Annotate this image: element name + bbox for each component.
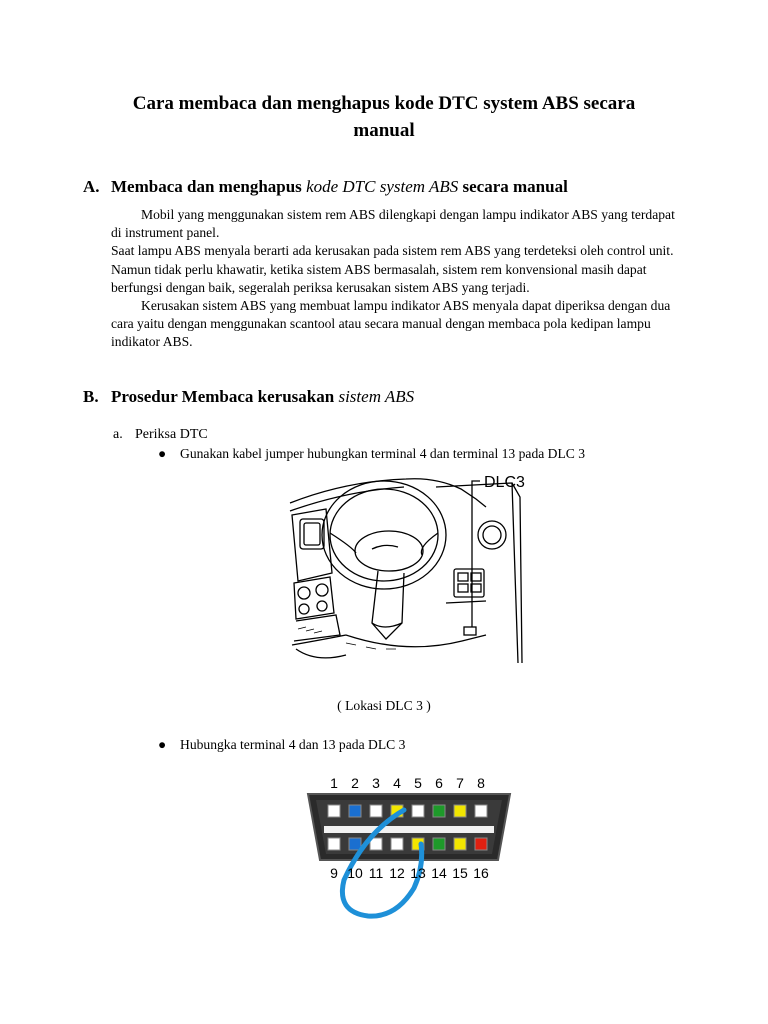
pin-slot xyxy=(328,805,340,817)
sub-item-a-label: Periksa DTC xyxy=(135,427,208,442)
section-b-heading xyxy=(83,387,414,407)
bullet-item-1 xyxy=(158,446,585,462)
section-a-heading xyxy=(83,177,568,197)
pin-slot xyxy=(433,805,445,817)
sub-item-a xyxy=(113,427,208,443)
pin-slot xyxy=(391,838,403,850)
page-title: Cara membaca dan menghapus kode DTC system ABS secara manual xyxy=(132,93,636,141)
pin-label-top: 1 xyxy=(330,775,338,791)
pin-slot xyxy=(475,805,487,817)
pin-label-top: 6 xyxy=(435,775,443,791)
pin-slot xyxy=(412,805,424,817)
pin-label-bottom: 10 xyxy=(347,865,363,881)
sub-item-a-number: a. xyxy=(113,427,123,442)
bullet-dot-icon: ● xyxy=(158,446,167,461)
pin-label-top: 5 xyxy=(414,775,422,791)
pin-label-top: 4 xyxy=(393,775,401,791)
section-a-text: Membaca dan menghapus xyxy=(111,177,307,196)
pin-label-bottom: 15 xyxy=(452,865,468,881)
pin-label-bottom: 9 xyxy=(330,865,338,881)
bullet-2-text: Hubungka terminal 4 dan 13 pada DLC 3 xyxy=(180,737,406,752)
pin-label-bottom: 16 xyxy=(473,865,489,881)
paragraph-1: Mobil yang menggunakan sistem rem ABS dilengkapi dengan lampu indikator ABS yang terdapat di instrument panel. xyxy=(111,207,675,241)
pin-label-top: 2 xyxy=(351,775,359,791)
bullet-dot-icon: ● xyxy=(158,737,167,752)
paragraph-2: Saat lampu ABS menyala berarti ada kerusakan pada sistem rem ABS yang terdeteksi oleh control unit. Namun tidak perlu khawatir, ketika sistem ABS bermasalah, sistem rem konvensional masih dapat berfungsi dengan baik, segeralah periksa kerusakan sistem ABS yang terjadi. xyxy=(111,243,674,295)
figure-1-caption: ( Lokasi DLC 3 ) xyxy=(337,698,431,713)
pin-label-top: 7 xyxy=(456,775,464,791)
pin-slot xyxy=(370,805,382,817)
pin-label-top: 8 xyxy=(477,775,485,791)
pin-label-bottom: 14 xyxy=(431,865,447,881)
pin-slot xyxy=(454,838,466,850)
bullet-1-text: Gunakan kabel jumper hubungkan terminal 4 dan terminal 13 pada DLC 3 xyxy=(180,446,586,461)
dashboard-dlc3-illustration xyxy=(286,463,536,673)
connector-divider xyxy=(324,826,494,833)
pin-slot xyxy=(349,838,361,850)
pin-slot xyxy=(433,838,445,850)
pin-slot xyxy=(328,838,340,850)
pin-label-bottom: 11 xyxy=(368,865,384,881)
section-b-number: B. xyxy=(83,387,99,406)
paragraph-3: Kerusakan sistem ABS yang membuat lampu indikator ABS menyala dapat diperiksa dengan dua cara yaitu dengan menggunakan scantool atau secara manual dengan membaca pola kedipan lampu indikator ABS. xyxy=(111,298,671,350)
pin-slot xyxy=(349,805,361,817)
section-a-italic: kode DTC system ABS xyxy=(306,177,459,196)
section-b-italic: sistem ABS xyxy=(338,387,415,406)
bullet-item-2 xyxy=(158,737,405,753)
pin-slot xyxy=(454,805,466,817)
section-a-body xyxy=(111,206,677,352)
section-a-number: A. xyxy=(83,177,100,196)
pin-label-top: 3 xyxy=(372,775,380,791)
section-a-text-end: secara manual xyxy=(458,177,568,196)
pin-label-bottom: 13 xyxy=(410,865,426,881)
dlc3-connector-illustration xyxy=(296,770,520,930)
pin-slot xyxy=(475,838,487,850)
section-b-text: Prosedur Membaca kerusakan xyxy=(111,387,339,406)
dlc3-callout-label: DLC3 xyxy=(484,474,525,491)
pin-label-bottom: 12 xyxy=(389,865,405,881)
